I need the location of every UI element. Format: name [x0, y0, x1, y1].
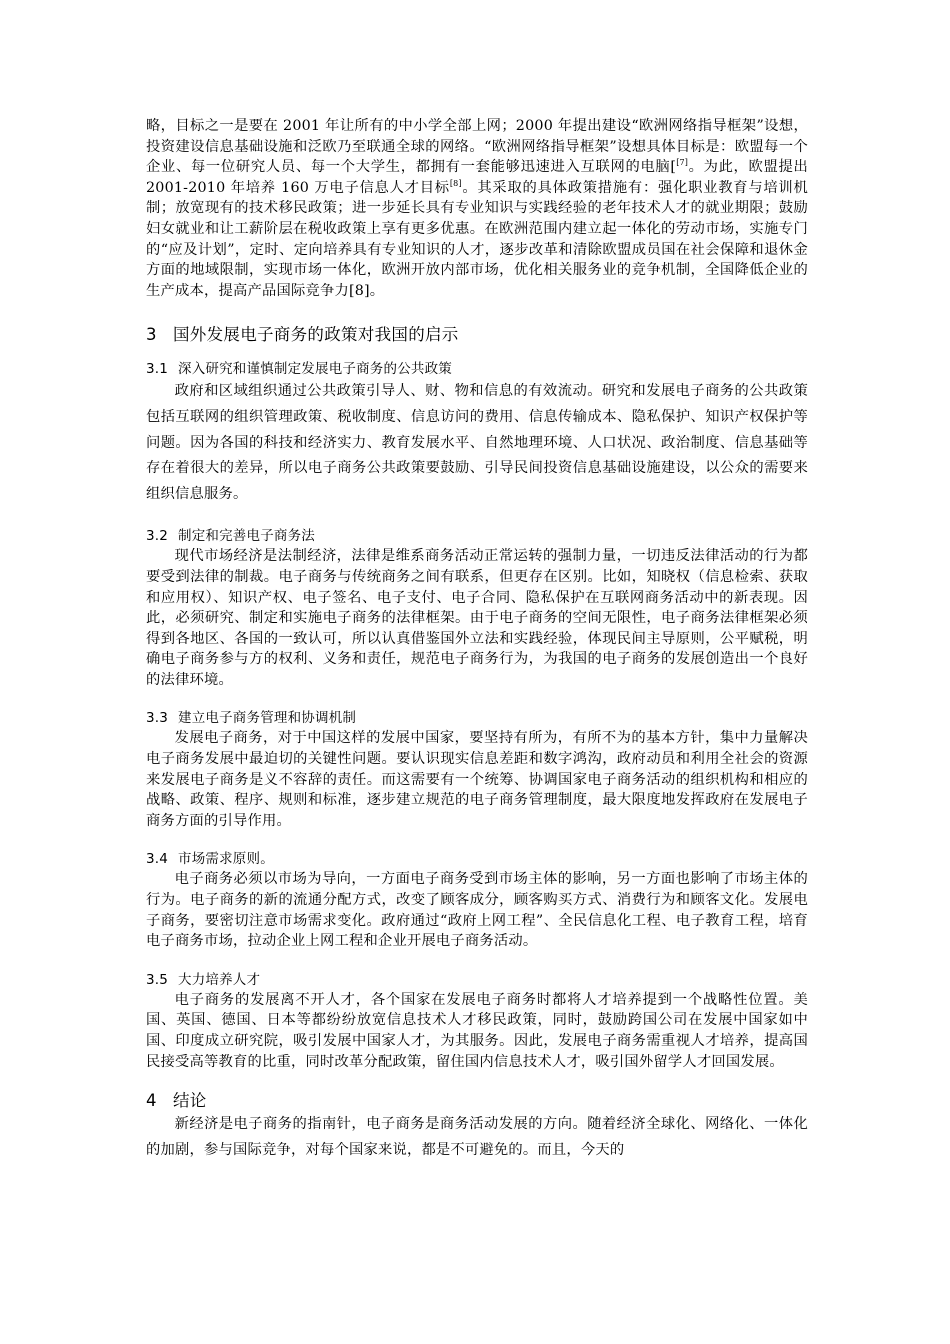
subsection-3-4-body: 电子商务必须以市场为导向，一方面电子商务受到市场主体的影响，另一方面也影响了市场主体的行为。电子商务的新的流通分配方式，改变了顾客成分，顾客购买方式、消费行为和顾客文化。发展电子商务，要密切注意市场需求变化。政府通过“政府上网工程”、全民信息化工程、电子教育工程，培育电子商务市场，拉动企业上网工程和企业开展电子商务活动。	[146, 871, 808, 950]
intro-text-c: 。其采取的具体政策措施有：强化职业教育与培训机制；放宽现有的技术移民政策；进一步延长具有专业知识与实践经验的老年技术人才的就业期限；鼓励妇女就业和让工薪阶层在税收政策上享有更多优惠。在欧洲范围内建立起一体化的劳动市场，实施专门的“应及计划”，定时、定向培养具有专业知识的人才，逐步改革和清除欧盟成员国在社会保障和退休金方面的地域限制，实现市场一体化，欧洲开放内部市场，优化相关服务业的竞争机制，全国降低企业的生产成本，提高产品国际竞争力[8]。	[146, 179, 808, 299]
section-4-heading	[146, 1090, 808, 1112]
intro-paragraph	[146, 116, 808, 301]
subsection-title: 深入研究和谨慎制定发展电子商务的公共政策	[178, 361, 452, 378]
subsection-3-2-body: 现代市场经济是法制经济，法律是维系商务活动正常运转的强制力量，一切违反法律活动的行为都要受到法律的制裁。电子商务与传统商务之间有联系，但更存在区别。比如，知晓权（信息检索、获取和应用权）、知识产权、电子签名、电子支付、电子合同、隐私保护在互联网商务活动中的新表现。因此，必须研究、制定和实施电子商务的法律框架。由于电子商务的空间无限性，电子商务法律框架必须得到各地区、各国的一致认可，所以认真借鉴国外立法和实践经验，体现民间主导原则，公平赋税，明确电子商务参与方的权利、义务和责任，规范电子商务行为，为我国的电子商务的发展创造出一个良好的法律环境。	[146, 548, 808, 688]
subsection-title: 大力培养人才	[178, 971, 261, 988]
subsection-3-5-body: 电子商务的发展离不开人才，各个国家在发展电子商务时都将人才培养提到一个战略性位置。美国、英国、德国、日本等都纷纷放宽信息技术人才移民政策，同时，鼓励跨国公司在发展中国家如中国、印度成立研究院，吸引发展中国家人才，为其服务。因此，发展电子商务需重视人才培养，提高国民接受高等教育的比重，同时改革分配政策，留住国内信息技术人才，吸引国外留学人才回国发展。	[146, 991, 808, 1070]
citation-8: [8]	[449, 178, 462, 188]
section-3-heading	[146, 324, 808, 346]
subsection-3-2-heading	[146, 526, 808, 546]
subsection-number: 3.2	[146, 528, 169, 545]
subsection-3-3-body: 发展电子商务，对于中国这样的发展中国家，要坚持有所为，有所不为的基本方针，集中力量解决电子商务发展中最迫切的关键性问题。要认识现实信息差距和数字鸿沟，政府动员和利用全社会的资源来发展电子商务是义不容辞的责任。而这需要有一个统筹、协调国家电子商务活动的组织机构和相应的战略、政策、程序、规则和标准，逐步建立规范的电子商务管理制度，最大限度地发挥政府在发展电子商务方面的引导作用。	[146, 730, 808, 829]
intro-text-b: 。为此，欧盟提出 2001-2010 年培养 160 万电子信息人才目标	[146, 159, 808, 196]
citation-7: [7]	[676, 158, 689, 168]
subsection-3-1-body: 政府和区域组织通过公共政策引导人、财、物和信息的有效流动。研究和发展电子商务的公共政策包括互联网的组织管理政策、税收制度、信息访问的费用、信息传输成本、隐私保护、知识产权保护等问题。因为各国的科技和经济实力、教育发展水平、自然地理环境、人口状况、政治制度、信息基础等存在着很大的差异，所以电子商务公共政策要鼓励、引导民间投资信息基础设施建设，以公众的需要来组织信息服务。	[146, 383, 808, 502]
section-number: 3	[146, 325, 157, 345]
section-number: 4	[146, 1091, 157, 1111]
subsection-title: 市场需求原则。	[178, 851, 274, 868]
subsection-3-3-heading	[146, 708, 808, 728]
section-title: 国外发展电子商务的政策对我国的启示	[173, 325, 459, 345]
subsection-3-1-heading	[146, 359, 808, 379]
section-title: 结论	[173, 1091, 207, 1111]
subsection-title: 制定和完善电子商务法	[178, 528, 315, 545]
subsection-number: 3.5	[146, 971, 169, 988]
section-4-body: 新经济是电子商务的指南针，电子商务是商务活动发展的方向。随着经济全球化、网络化、一体化的加剧，参与国际竞争，对每个国家来说，都是不可避免的。而且，今天的	[146, 1116, 808, 1158]
subsection-number: 3.3	[146, 710, 169, 727]
subsection-3-4-heading	[146, 849, 808, 869]
subsection-title: 建立电子商务管理和协调机制	[178, 710, 357, 727]
subsection-number: 3.1	[146, 361, 169, 378]
subsection-number: 3.4	[146, 851, 169, 868]
intro-text-a: 略，目标之一是要在 2001 年让所有的中小学全部上网；2000 年提出建设“欧洲网络指导框架”设想，投资建设信息基础设施和泛欧乃至联通全球的网络。“欧洲网络指导框架”设想具体目标是：欧盟每一个企业、每一位研究人员、每一个大学生，都拥有一套能够迅速进入互联网的电脑[	[146, 118, 808, 176]
page-content	[146, 116, 808, 1163]
subsection-3-5-heading	[146, 970, 808, 990]
